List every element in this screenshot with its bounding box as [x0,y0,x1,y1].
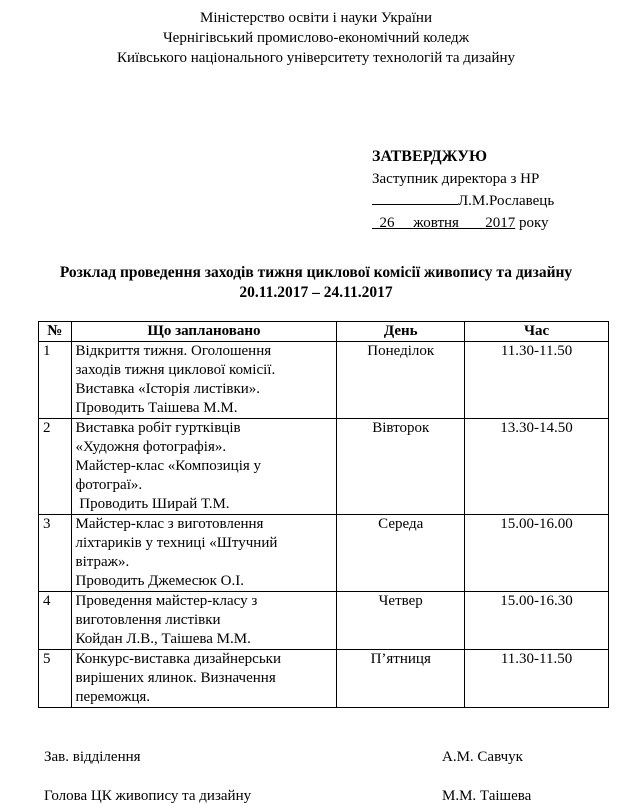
approver-position: Заступник директора з НР [372,171,540,187]
schedule-title [0,263,632,303]
header-planned: Що заплановано [71,322,337,342]
row-number: 1 [39,342,72,419]
ministry-name: Міністерство освіти і науки України [199,10,432,26]
row-description: Виставка робіт гуртківців «Художня фотографія». Майстер-клас «Композиція у фотограї». Проводить Ширай Т.М. [71,419,337,515]
table-header-row [39,322,609,342]
table-row [39,515,609,592]
approval-block [372,146,554,234]
row-day: Понеділок [337,342,465,419]
table-row [39,650,609,708]
row-number: 3 [39,515,72,592]
row-description: Проведення майстер-класу з виготовлення листівки Койдан Л.В., Таішева М.М. [71,592,337,650]
approval-title: ЗАТВЕРДЖУЮ [372,148,488,165]
row-description: Майстер-клас з виготовлення ліхтариків у техниці «Штучний вітраж». Проводить Джемесюк О.І. [71,515,337,592]
header-day: День [337,322,465,342]
signature-blank [372,190,458,205]
college-name: Чернігівський промислово-економічний коледж [162,30,470,46]
signature-row-commission-head [44,788,604,805]
row-time: 15.00-16.00 [465,515,609,592]
header-time: Час [465,322,609,342]
university-name: Київського національного університету технологій та дизайну [116,50,516,66]
row-time: 15.00-16.30 [465,592,609,650]
row-time: 11.30-11.50 [465,650,609,708]
table-row [39,419,609,515]
row-number: 2 [39,419,72,515]
approval-date [372,212,549,234]
signature-row-department-head [44,749,604,766]
row-day: Вівторок [337,419,465,515]
row-description: Відкриття тижня. Оголошення заходів тижня циклової комісії. Виставка «Історія листівки». Проводить Таішева М.М. [71,342,337,419]
signature-line [372,190,554,212]
row-day: Четвер [337,592,465,650]
table-row [39,342,609,419]
role-commission-head: Голова ЦК живопису та дизайну [44,788,252,804]
name-commission-head: М.М. Таішева [442,788,532,804]
approval-date-day: 26 жовтня 2017 [379,215,516,231]
table-row [39,592,609,650]
schedule-table [38,321,609,708]
schedule-title-text: Розклад проведення заходів тижня циклової комісії живопису та дизайну [59,264,573,281]
row-day: Середа [337,515,465,592]
role-department-head: Зав. відділення [44,749,141,765]
row-description: Конкурс-виставка дизайнерськи вирішених ялинок. Визначення переможця. [71,650,337,708]
row-number: 4 [39,592,72,650]
approval-date-suffix: року [518,215,549,231]
row-number: 5 [39,650,72,708]
schedule-date-range: 20.11.2017 – 24.11.2017 [239,284,393,301]
document-header [0,8,632,68]
header-number: № [39,322,72,342]
row-time: 11.30-11.50 [465,342,609,419]
name-department-head: А.М. Савчук [442,749,523,765]
approver-name: Л.М.Рославець [458,193,555,209]
row-time: 13.30-14.50 [465,419,609,515]
row-day: П’ятниця [337,650,465,708]
